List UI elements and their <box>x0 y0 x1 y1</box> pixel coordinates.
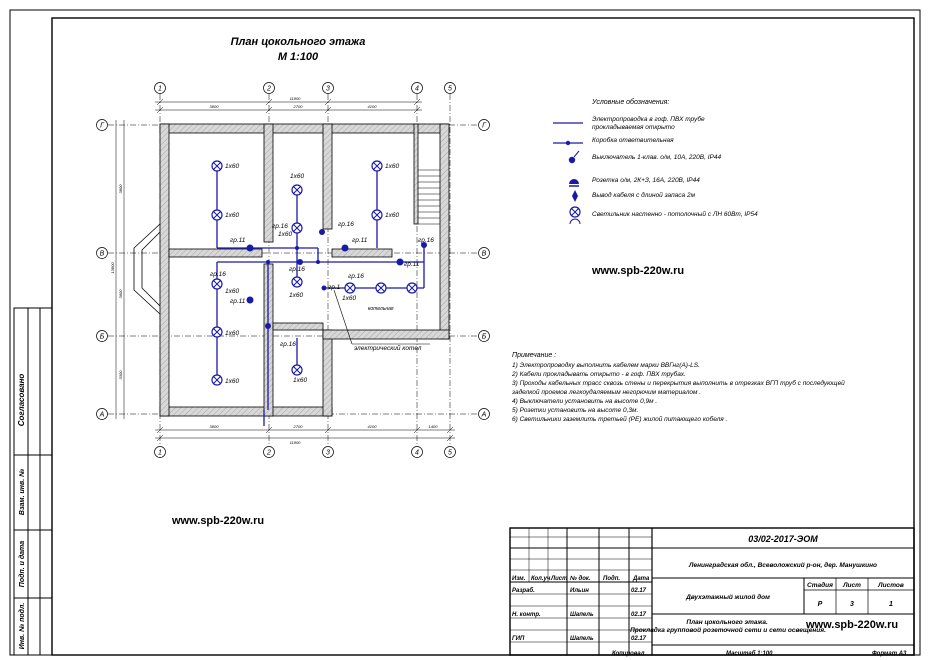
devices <box>247 229 428 329</box>
notes-heading: Примечание : <box>512 352 557 359</box>
axis-label-a-left: А <box>99 411 105 419</box>
tb-sheet-header: Лист <box>843 582 861 589</box>
axis-label-a-right: А <box>481 411 487 419</box>
tb-footer-scale: Масштаб 1:100 <box>726 651 773 657</box>
axis-label-v5-bottom: 5 <box>448 449 452 457</box>
note-line: 5) Розетки установить на высоте 0,3м. <box>512 407 639 414</box>
note-line: 4) Выключатели установить на высоте 0,9м . <box>512 398 658 405</box>
legend-item-switch: Выключатель 1-клав. о/м, 10А, 220В, IP44 <box>592 154 722 161</box>
watermark: www.spb-220w.ru <box>592 265 685 277</box>
switch-icon <box>569 157 575 163</box>
group-label: гр.11 <box>352 237 368 244</box>
axis-label-v2-top: 2 <box>267 85 271 93</box>
tb-col-izm: Изм. <box>512 576 526 582</box>
tb-role-dev: Разраб. <box>512 588 535 594</box>
tb-sheets-header: Листов <box>878 582 904 589</box>
group-label: гр.11 <box>230 298 246 305</box>
group-label: гр.16 <box>280 341 296 348</box>
legend-wiring-text-cont: прокладываемая открыто <box>592 124 675 131</box>
junction-box-icon <box>566 141 570 145</box>
lamp-label: 1x60 <box>225 288 240 295</box>
legend-wiring-text: Электропроводка в гоф. ПВХ трубе <box>592 116 705 123</box>
dim-top-total: 11800 <box>289 96 301 101</box>
tb-sheet-value: 3 <box>850 601 854 608</box>
tb-sheets-value: 1 <box>889 601 893 608</box>
legend-item-cable: Вывод кабеля с длиной запаса 2м <box>592 192 696 199</box>
junction-box-icon <box>316 260 320 264</box>
junction-box-icon <box>295 246 299 250</box>
side-cell-inv-orig: Инв. № подл. <box>19 602 26 650</box>
legend-item-wiring <box>592 115 706 131</box>
tb-col-list: Лист <box>551 576 568 582</box>
axis-label-v4-top: 4 <box>415 85 419 93</box>
axis-label-v-left: В <box>99 250 105 258</box>
lamp-label: 1x60 <box>293 377 308 384</box>
axis-label-g-left: Г <box>100 122 104 130</box>
axis-label-g-right: Г <box>482 122 486 130</box>
dim-bottom-seg-4: 1400 <box>428 424 438 429</box>
socket-icon <box>247 297 254 304</box>
cable-outlet-icon <box>572 190 578 202</box>
stair-steps <box>418 170 440 224</box>
lamp-label: 1x60 <box>289 292 304 299</box>
outer-frame <box>10 10 920 655</box>
group-label: гр.16 <box>289 266 305 273</box>
axis-label-v4-bottom: 4 <box>415 449 419 457</box>
axis-label-v2-bottom: 2 <box>267 449 271 457</box>
dim-top-seg-3: 4100 <box>367 104 377 109</box>
side-cell-replace-inv: Взам. инв. № <box>19 468 26 516</box>
tb-copied: Копировал <box>612 651 645 657</box>
side-cell-sign-date: Подп. и дата <box>19 540 26 588</box>
legend-item-lamp: Светильник настенно - потолочный с ЛН 60Вт, IP54 <box>592 211 758 218</box>
tb-role-gip: ГИП <box>512 636 525 642</box>
tb-col-doc: № док. <box>570 576 591 582</box>
tb-object: Двухэтажный жилой дом <box>686 594 770 601</box>
axis-label-v-right: В <box>481 250 487 258</box>
tb-date-nkontr: 02.17 <box>631 612 647 618</box>
dim-top-seg-1: 3800 <box>209 104 219 109</box>
lamp-label: 1x60 <box>385 163 400 170</box>
socket-icon <box>569 179 579 184</box>
socket-icon <box>247 245 254 252</box>
tb-name-dev: Ильин <box>570 588 589 594</box>
axis-label-v1-top: 1 <box>158 85 162 93</box>
lamp-label: 1x60 <box>278 231 293 238</box>
tb-sheet-title <box>630 619 826 634</box>
bay-window <box>134 224 160 314</box>
lamp-label: 1x60 <box>342 295 357 302</box>
tb-name-gip: Шапель <box>570 636 594 642</box>
junction-box-icon <box>322 286 327 291</box>
tb-col-sign: Подп. <box>603 576 621 582</box>
plan-title: План цокольного этажа <box>230 36 366 48</box>
lamp-label: 1x60 <box>225 163 240 170</box>
tb-address: Ленинградская обл., Всеволожский р-он, дер. Манушкино <box>689 562 877 569</box>
boiler-label: электрический котел <box>354 345 422 352</box>
tb-format: Формат А3 <box>872 651 907 657</box>
lamp-label: 1x60 <box>225 378 240 385</box>
side-agreed: Согласовано <box>17 373 26 427</box>
lamp-label: 1x60 <box>385 212 400 219</box>
group-label: гр.16 <box>210 271 226 278</box>
group-label: гр.16 <box>272 223 288 230</box>
tb-date-gip: 02.17 <box>631 636 647 642</box>
group-label: гр.11 <box>230 237 246 244</box>
junction-box-icon <box>266 260 270 264</box>
dim-left-total: 13800 <box>110 262 115 274</box>
legend-item-socket: Розетка о/м, 2К+З, 16А, 220В, IP44 <box>592 177 700 184</box>
note-line: 1) Электропроводку выполнить кабелем марки ВВГнг(А)-LS. <box>512 362 700 369</box>
tb-col-date: Дата <box>633 576 650 582</box>
tb-stage-header: Стадия <box>807 582 833 589</box>
axis-label-b-right: Б <box>481 333 487 341</box>
axis-label-v5-top: 5 <box>448 85 452 93</box>
tb-code: 03/02-2017-ЭОМ <box>748 534 818 544</box>
legend-heading: Условные обозначения: <box>592 99 670 106</box>
note-line: 6) Светильники заземлить третьей (РЕ) жилой питающего кобеля . <box>512 416 728 423</box>
tb-role-nkontr: Н. контр. <box>512 612 541 618</box>
lamp-label: 1x60 <box>290 173 305 180</box>
dim-bottom-seg-2: 2700 <box>293 424 303 429</box>
group-label: гр.16 <box>418 237 434 244</box>
dim-left-seg-2: 3600 <box>118 289 123 299</box>
axis-label-v3-top: 3 <box>326 85 330 93</box>
switch-icon <box>297 259 303 265</box>
note-line: 2) Кабели прокладывать открыто - в гоф. ПВХ трубах. <box>512 371 686 378</box>
note-line: 3) Проходы кабельных трасс сквозь стены и перекрытия выполнить в отрезках ВГП труб с последующей <box>512 380 845 387</box>
dim-bottom-total: 11800 <box>289 440 301 445</box>
legend-symbols <box>553 123 583 224</box>
note-line: заделкой проемов легкоудаляемым негорючим материалом . <box>512 389 702 396</box>
dim-left-seg-1: 3800 <box>118 184 123 194</box>
dim-left-seg-3: 3300 <box>118 370 123 380</box>
tb-col-koluch: Кол.уч <box>531 576 551 582</box>
socket-icon <box>342 245 349 252</box>
axis-label-b-left: Б <box>99 333 105 341</box>
wiring <box>217 166 424 426</box>
tb-name-nkontr: Шапель <box>570 612 594 618</box>
boiler-room-label: котельная <box>368 306 394 312</box>
group-label: гр.16 <box>338 221 354 228</box>
tb-sheet-title-text-cont: Прокладка групповой розеточной сети и сети освещения. <box>630 627 826 634</box>
tb-stage-value: Р <box>817 601 823 608</box>
group-label: гр.1 <box>328 284 341 291</box>
axis-label-v1-bottom: 1 <box>158 449 162 457</box>
axis-label-v3-bottom: 3 <box>326 449 330 457</box>
switch-icon <box>265 323 271 329</box>
dim-top-seg-2: 2700 <box>293 104 303 109</box>
dim-bottom-seg-1: 3800 <box>209 424 219 429</box>
lamp-label: 1x60 <box>225 212 240 219</box>
socket-icon <box>397 259 404 266</box>
legend-item-box: Коробка ответвительная <box>592 137 674 144</box>
tb-sheet-title-text: План цокольного этажа. <box>686 619 768 626</box>
plan-scale: М 1:100 <box>277 51 319 63</box>
tb-date-dev: 02.17 <box>631 588 647 594</box>
watermark: www.spb-220w.ru <box>172 515 265 527</box>
dim-bottom-seg-3: 4100 <box>367 424 377 429</box>
group-label: гр.16 <box>348 273 364 280</box>
watermark: www.spb-220w.ru <box>806 619 899 631</box>
group-label: гр.11 <box>404 261 420 268</box>
switch-icon <box>319 229 325 235</box>
lamp-label: 1x60 <box>225 330 240 337</box>
